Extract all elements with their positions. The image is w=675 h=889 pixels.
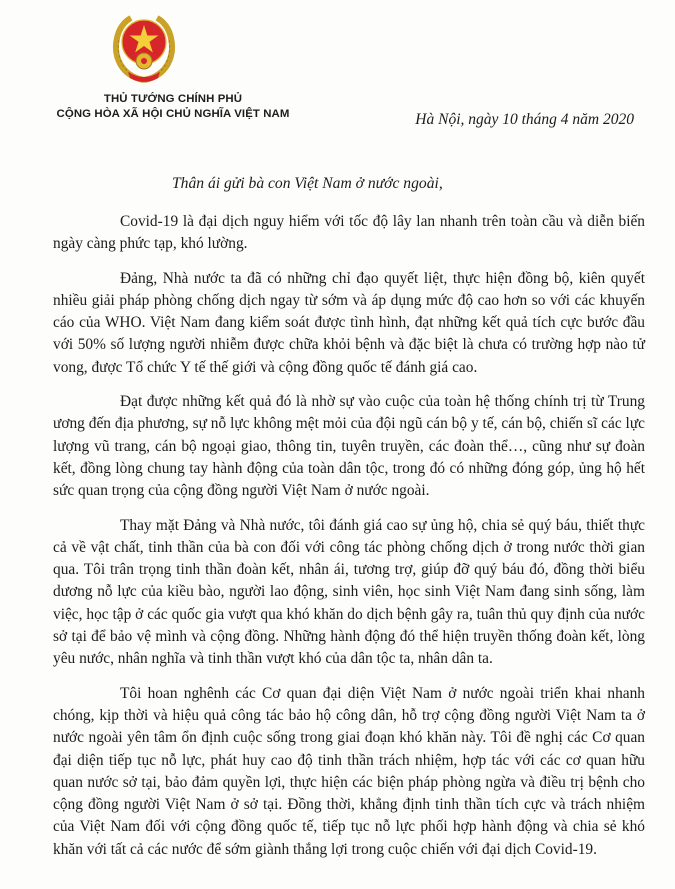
- org-line-1: THỦ TƯỚNG CHÍNH PHỦ: [103, 93, 243, 105]
- salutation: Thân ái gửi bà con Việt Nam ở nước ngoài,: [172, 175, 443, 192]
- issuing-authority: [48, 92, 298, 122]
- paragraph-5: Tôi hoan nghênh các Cơ quan đại diện Việt Nam ở nước ngoài triển khai nhanh chóng, kịp thời và hiệu quả công tác bảo hộ công dân, hỗ trợ cộng đồng người Việt Nam ta ở nước ngoài yên tâm ổn định cuộc sống trong giai đoạn khó khăn này. Tôi đề nghị các Cơ quan đại diện tiếp tục nỗ lực, phát huy cao độ tinh thần trách nhiệm, hợp tác với các cơ quan hữu quan nước sở tại, bảo đảm quyền lợi, thực hiện các biện pháp phòng ngừa và điều trị bệnh cho cộng đồng người Việt Nam ở sở tại. Đồng thời, khẳng định tinh thần tích cực và trách nhiệm của Việt Nam đối với cộng đồng quốc tế, tiếp tục nỗ lực phối hợp hành động và chia sẻ khó khăn với tất cả các nước để sớm giành thắng lợi trong cuộc chiến với đại dịch Covid-19.: [53, 684, 645, 858]
- org-line-2: CỘNG HÒA XÃ HỘI CHỦ NGHĨA VIỆT NAM: [56, 108, 290, 120]
- paragraph-4: Thay mặt Đảng và Nhà nước, tôi đánh giá cao sự ủng hộ, chia sẻ quý báu, thiết thực cả về vật chất, tinh thần của bà con đối với công tác phòng chống dịch ở trong nước thời gian qua. Tôi trân trọng tinh thần đoàn kết, nhân ái, tương trợ, giúp đỡ quý báu đó, đồng thời biểu dương nỗ lực của kiều bào, người lao động, sinh viên, học sinh Việt Nam đang sinh sống, làm việc, học tập ở các quốc gia vượt qua khó khăn do dịch bệnh gây ra, tuân thủ quy định của nước sở tại để bảo vệ mình và cộng đồng. Những hành động đó thể hiện truyền thống đoàn kết, lòng yêu nước, nhân nghĩa và tinh thần vượt khó của dân tộc ta, nhân dân ta.: [53, 516, 645, 668]
- paragraph-2: Đảng, Nhà nước ta đã có những chỉ đạo quyết liệt, thực hiện đồng bộ, kiên quyết nhiều giải pháp phòng chống dịch ngay từ sớm và áp dụng mức độ cao hơn so với các khuyến cáo của WHO. Việt Nam đang kiểm soát được tình hình, đạt những kết quả tích cực bước đầu với 50% số lượng người nhiễm được chữa khỏi bệnh và đặc biệt là chưa có trường hợp nào tử vong, được Tổ chức Y tế thế giới và cộng đồng quốc tế đánh giá cao.: [53, 269, 645, 376]
- national-emblem-icon: [111, 12, 177, 84]
- letter-body: [53, 211, 645, 873]
- paragraph-3: Đạt được những kết quả đó là nhờ sự vào cuộc của toàn hệ thống chính trị từ Trung ương đến địa phương, sự nỗ lực không mệt mỏi của đội ngũ cán bộ y tế, cán bộ, chiến sĩ các lực lượng vũ trang, cán bộ ngoại giao, thông tin, tuyên truyền, các đoàn thể…, cũng như sự đoàn kết, đồng lòng chung tay hành động của toàn dân tộc, trong đó có những đóng góp, ủng hộ hết sức quan trọng của cộng đồng người Việt Nam ở nước ngoài.: [53, 393, 645, 500]
- paragraph-1: Covid-19 là đại dịch nguy hiểm với tốc độ lây lan nhanh trên toàn cầu và diễn biến ngày càng phức tạp, khó lường.: [53, 213, 645, 253]
- place-and-date: Hà Nội, ngày 10 tháng 4 năm 2020: [415, 111, 634, 128]
